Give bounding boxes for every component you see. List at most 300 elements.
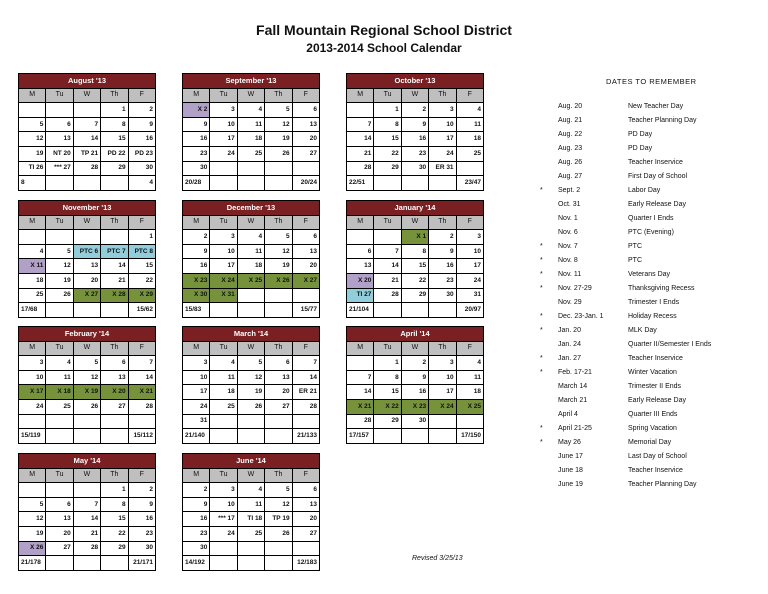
day-cell: 17 [429,385,456,400]
day-cell: 9 [183,244,210,259]
day-cell: 16 [183,512,210,527]
day-cell [347,356,374,371]
day-cell: 1 [374,103,401,118]
empty-cell [73,176,100,191]
day-cell: 3 [183,356,210,371]
day-cell: 5 [19,497,46,512]
weekday-header: F [456,341,483,356]
day-cell: 14 [292,370,319,385]
weekday-header: F [292,88,319,103]
day-cell: 5 [265,103,292,118]
day-cell: 16 [128,512,155,527]
event-name: New Teacher Day [628,103,684,110]
day-cell: 30 [128,161,155,176]
day-cell: X 25 [456,399,483,414]
month-name: August '13 [19,74,156,89]
day-cell: PTC 8 [128,244,155,259]
day-cell [210,541,237,556]
day-cell: 20 [292,132,319,147]
empty-cell [73,556,100,571]
day-cell: 9 [429,244,456,259]
month-calendar [182,73,320,191]
day-cell: 20 [73,273,100,288]
weekday-header: F [456,215,483,230]
event-row [540,411,760,425]
event-row [540,383,760,397]
day-cell [237,288,264,303]
day-cell: 26 [73,399,100,414]
day-cell: 6 [292,230,319,245]
event-date: Aug. 21 [558,117,583,124]
event-name: Trimester I Ends [628,299,680,306]
weekday-header: Th [265,88,292,103]
running-total-left: 17/157 [347,429,374,444]
events-list [540,103,760,495]
day-cell: X 17 [19,385,46,400]
day-cell: 19 [19,146,46,161]
day-cell: 7 [73,497,100,512]
day-cell [19,483,46,498]
no-school-marker: * [540,285,543,292]
empty-cell [101,303,128,318]
empty-cell [210,176,237,191]
day-cell [265,414,292,429]
day-cell [237,541,264,556]
day-cell: 13 [46,512,73,527]
day-cell: 4 [46,356,73,371]
no-school-marker: * [540,271,543,278]
running-total-right: 20/97 [456,303,483,318]
weekday-header: Tu [374,341,401,356]
day-cell: TI 18 [237,512,264,527]
day-cell: 7 [347,117,374,132]
event-date: June 18 [558,467,583,474]
empty-cell [73,429,100,444]
weekday-header: Th [101,341,128,356]
empty-cell [374,176,401,191]
day-cell: 8 [101,497,128,512]
day-cell: 27 [292,146,319,161]
event-name: Spring Vacation [628,425,677,432]
day-cell: 6 [347,244,374,259]
event-row [540,131,760,145]
day-cell [19,230,46,245]
day-cell: X 23 [183,273,210,288]
day-cell [292,161,319,176]
empty-cell [265,176,292,191]
day-cell: 24 [429,146,456,161]
no-school-marker: * [540,439,543,446]
day-cell: 9 [128,117,155,132]
weekday-header: M [183,215,210,230]
weekday-header: W [401,88,428,103]
month-name: January '14 [347,201,484,216]
day-cell: 20 [46,526,73,541]
day-cell: X 29 [128,288,155,303]
day-cell: 7 [128,356,155,371]
day-cell: 17 [210,259,237,274]
day-cell: 2 [183,230,210,245]
weekday-header: Tu [210,88,237,103]
empty-cell [265,429,292,444]
day-cell: 18 [456,132,483,147]
day-cell [347,230,374,245]
weekday-header: M [183,468,210,483]
month-name: March '14 [183,327,320,342]
day-cell: 27 [265,399,292,414]
month-calendar [18,453,156,571]
day-cell [101,230,128,245]
day-cell: 17 [183,385,210,400]
weekday-header: M [347,341,374,356]
district-title: Fall Mountain Regional School District [256,22,512,38]
day-cell: 28 [73,541,100,556]
event-name: Memorial Day [628,439,672,446]
running-total-right: 21/171 [128,556,155,571]
event-row [540,173,760,187]
day-cell [456,414,483,429]
event-name: Early Release Day [628,201,686,208]
day-cell [46,483,73,498]
event-name: PTC [628,243,642,250]
weekday-header: M [183,88,210,103]
weekday-header: M [19,215,46,230]
no-school-marker: * [540,355,543,362]
day-cell: 19 [237,385,264,400]
running-total-left: 15/83 [183,303,210,318]
day-cell: 30 [128,541,155,556]
day-cell: *** 27 [46,161,73,176]
weekday-header: M [19,341,46,356]
day-cell: 1 [101,103,128,118]
event-date: Nov. 1 [558,215,578,222]
day-cell: 29 [374,414,401,429]
day-cell: 15 [401,259,428,274]
event-row [540,397,760,411]
event-row [540,215,760,229]
weekday-header: W [401,215,428,230]
day-cell: 10 [210,497,237,512]
day-cell: 13 [347,259,374,274]
day-cell: 12 [265,244,292,259]
day-cell [73,230,100,245]
event-row [540,103,760,117]
event-date: April 21-25 [558,425,592,432]
weekday-header: Tu [46,468,73,483]
event-date: Nov. 6 [558,229,578,236]
month-name: November '13 [19,201,156,216]
day-cell: 9 [183,117,210,132]
weekday-header: Th [101,468,128,483]
day-cell: 7 [374,244,401,259]
month-calendar [346,200,484,318]
empty-cell [46,303,73,318]
event-date: Dec. 23-Jan. 1 [558,313,604,320]
event-row [540,187,760,201]
day-cell: 17 [429,132,456,147]
day-cell: 21 [73,526,100,541]
day-cell: 29 [101,161,128,176]
event-date: Aug. 26 [558,159,583,166]
day-cell: 23 [401,146,428,161]
day-cell [237,414,264,429]
day-cell: 9 [401,370,428,385]
day-cell: 15 [374,132,401,147]
day-cell: 24 [210,526,237,541]
event-date: Aug. 23 [558,145,583,152]
day-cell: 29 [374,161,401,176]
day-cell [237,161,264,176]
weekday-header: W [73,468,100,483]
event-row [540,467,760,481]
day-cell: 19 [46,273,73,288]
running-total-left: 14/192 [183,556,210,571]
day-cell: 20 [265,385,292,400]
day-cell: 23 [183,146,210,161]
day-cell: 27 [101,399,128,414]
day-cell [128,414,155,429]
day-cell: PTC 6 [73,244,100,259]
event-date: March 21 [558,397,588,404]
day-cell: X 21 [347,399,374,414]
day-cell: 11 [456,370,483,385]
day-cell: 13 [46,132,73,147]
running-total-right: 12/183 [292,556,319,571]
weekday-header: Tu [46,341,73,356]
day-cell: X 2 [183,103,210,118]
day-cell: 4 [456,103,483,118]
day-cell: 23 [183,526,210,541]
running-total-right: 4 [128,176,155,191]
day-cell: 1 [128,230,155,245]
event-date: Jan. 27 [558,355,581,362]
day-cell: 4 [237,230,264,245]
empty-cell [101,176,128,191]
day-cell: 10 [210,244,237,259]
day-cell: 6 [292,483,319,498]
event-row [540,327,760,341]
event-name: Quarter II/Semester I Ends [628,341,712,348]
event-row [540,159,760,173]
weekday-header: M [347,215,374,230]
day-cell: 18 [456,385,483,400]
no-school-marker: * [540,425,543,432]
day-cell: 12 [265,497,292,512]
day-cell [19,414,46,429]
day-cell: 14 [128,370,155,385]
day-cell: TP 19 [265,512,292,527]
day-cell: X 26 [265,273,292,288]
day-cell: 14 [73,512,100,527]
weekday-header: F [456,88,483,103]
event-date: June 19 [558,481,583,488]
month-calendar [18,73,156,191]
empty-cell [237,176,264,191]
weekday-header: Th [429,215,456,230]
event-name: PD Day [628,131,653,138]
day-cell: 16 [128,132,155,147]
day-cell: 2 [401,103,428,118]
day-cell: 14 [101,259,128,274]
month-calendar [18,200,156,318]
month-name: May '14 [19,454,156,469]
event-row [540,145,760,159]
weekday-header: Tu [210,468,237,483]
day-cell [210,161,237,176]
day-cell: 3 [429,103,456,118]
day-cell: 26 [46,288,73,303]
day-cell: 4 [456,356,483,371]
day-cell: 14 [73,132,100,147]
day-cell: 24 [456,273,483,288]
no-school-marker: * [540,257,543,264]
weekday-header: Th [429,341,456,356]
day-cell: 16 [183,259,210,274]
day-cell: 3 [429,356,456,371]
day-cell: 20 [292,259,319,274]
day-cell: 10 [456,244,483,259]
day-cell: 24 [210,146,237,161]
day-cell: 31 [183,414,210,429]
day-cell: 6 [265,356,292,371]
day-cell: X 19 [73,385,100,400]
day-cell: 4 [237,103,264,118]
weekday-header: M [19,88,46,103]
weekday-header: W [237,341,264,356]
event-date: Jan. 20 [558,327,581,334]
day-cell: 25 [46,399,73,414]
event-date: April 4 [558,411,578,418]
day-cell: 11 [237,497,264,512]
month-name: December '13 [183,201,320,216]
empty-cell [265,303,292,318]
weekday-header: W [73,215,100,230]
empty-cell [46,556,73,571]
event-name: First Day of School [628,173,688,180]
day-cell: 30 [183,541,210,556]
day-cell: 11 [456,117,483,132]
day-cell: X 27 [292,273,319,288]
weekday-header: W [73,88,100,103]
event-row [540,117,760,131]
weekday-header: Tu [46,215,73,230]
event-name: Holiday Recess [628,313,677,320]
month-calendar [182,326,320,444]
event-row [540,271,760,285]
day-cell: 9 [128,497,155,512]
day-cell: 17 [210,132,237,147]
weekday-header: W [401,341,428,356]
day-cell: 12 [46,259,73,274]
empty-cell [237,303,264,318]
event-name: Teacher Planning Day [628,481,697,488]
day-cell: 14 [347,132,374,147]
day-cell: 13 [265,370,292,385]
day-cell: 10 [19,370,46,385]
day-cell: 7 [347,370,374,385]
month-name: April '14 [347,327,484,342]
running-total-left: 20/28 [183,176,210,191]
day-cell: 17 [456,259,483,274]
event-row [540,439,760,453]
day-cell: 5 [73,356,100,371]
day-cell: 12 [73,370,100,385]
day-cell: 25 [237,526,264,541]
day-cell: X 31 [210,288,237,303]
event-name: PD Day [628,145,653,152]
event-date: Nov. 27-29 [558,285,592,292]
empty-cell [429,303,456,318]
day-cell: 23 [429,273,456,288]
weekday-header: F [292,215,319,230]
event-date: Aug. 27 [558,173,583,180]
day-cell: X 23 [401,399,428,414]
day-cell: 19 [19,526,46,541]
running-total-right: 23/47 [456,176,483,191]
event-name: PTC [628,257,642,264]
running-total-right: 15/77 [292,303,319,318]
day-cell: 18 [237,132,264,147]
event-name: Trimester II Ends [628,383,682,390]
day-cell: 15 [128,259,155,274]
running-total-right: 15/112 [128,429,155,444]
day-cell: 3 [210,230,237,245]
day-cell: 28 [374,288,401,303]
empty-cell [46,176,73,191]
day-cell: 16 [183,132,210,147]
day-cell: 7 [292,356,319,371]
day-cell: 5 [265,483,292,498]
day-cell: 27 [46,541,73,556]
day-cell: 25 [456,146,483,161]
event-date: Feb. 17-21 [558,369,592,376]
day-cell: 18 [19,273,46,288]
day-cell [429,414,456,429]
event-name: Labor Day [628,187,661,194]
day-cell: 11 [237,244,264,259]
weekday-header: F [292,468,319,483]
event-date: Nov. 11 [558,271,582,278]
running-total-left: 15/119 [19,429,46,444]
event-row [540,341,760,355]
weekday-header: W [237,88,264,103]
day-cell: 5 [46,244,73,259]
empty-cell [237,429,264,444]
day-cell: PD 23 [128,146,155,161]
day-cell: ER 31 [429,161,456,176]
weekday-header: Tu [374,215,401,230]
day-cell: 13 [292,244,319,259]
day-cell: 2 [128,483,155,498]
day-cell [292,414,319,429]
event-name: Early Release Day [628,397,686,404]
day-cell: X 27 [73,288,100,303]
day-cell: 5 [19,117,46,132]
day-cell: 4 [210,356,237,371]
empty-cell [210,303,237,318]
empty-cell [73,303,100,318]
weekday-header: Th [429,88,456,103]
event-row [540,481,760,495]
day-cell: 10 [429,117,456,132]
month-calendar [346,73,484,191]
month-name: October '13 [347,74,484,89]
weekday-header: Tu [210,215,237,230]
weekday-header: Th [101,215,128,230]
day-cell: 2 [183,483,210,498]
event-date: Nov. 8 [558,257,578,264]
day-cell: 3 [210,483,237,498]
